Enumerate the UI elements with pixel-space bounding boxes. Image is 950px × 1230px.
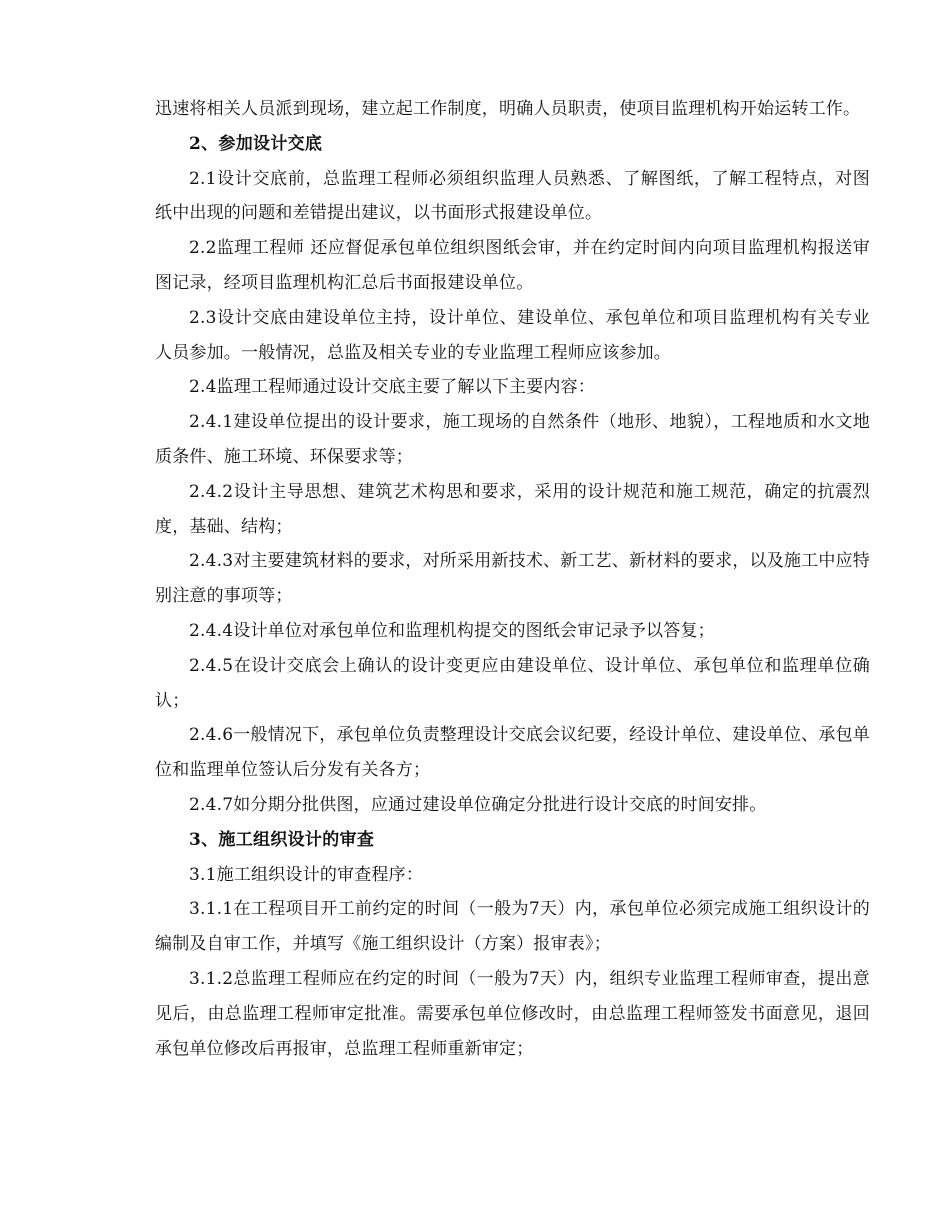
paragraph-continuation: 迅速将相关人员派到现场，建立起工作制度，明确人员职责，使项目监理机构开始运转工作。 [155, 99, 861, 119]
paragraph-2-4-1: 2.4.1建设单位提出的设计要求，施工现场的自然条件（地形、地貌），工程地质和水文地质条件、施工环境、环保要求等； [155, 412, 870, 467]
paragraph-2-3: 2.3设计交底由建设单位主持，设计单位、建设单位、承包单位和项目监理机构有关专业人员参加。一般情况，总监及相关专业的专业监理工程师应该参加。 [155, 307, 870, 363]
paragraph-2-4-2: 2.4.2设计主导思想、建筑艺术构思和要求，采用的设计规范和施工规范，确定的抗震烈度，基础、结构； [155, 481, 870, 537]
paragraph-2-2: 2.2监理工程师 还应督促承包单位组织图纸会审，并在约定时间内向项目监理机构报送审图记录，经项目监理机构汇总后书面报建设单位。 [155, 238, 870, 293]
section-heading-3: 3、施工组织设计的审查 [189, 829, 375, 850]
paragraph-2-4-5: 2.4.5在设计交底会上确认的设计变更应由建设单位、设计单位、承包单位和监理单位确认； [155, 655, 870, 711]
section-heading-2: 2、参加设计交底 [189, 133, 323, 154]
paragraph-2-4-7: 2.4.7如分期分批供图，应通过建设单位确定分批进行设计交底的时间安排。 [189, 794, 767, 815]
paragraph-2-1: 2.1设计交底前，总监理工程师必须组织监理人员熟悉、了解图纸，了解工程特点，对图纸中出现的问题和差错提出建议，以书面形式报建设单位。 [155, 168, 870, 224]
paragraph-2-4: 2.4监理工程师通过设计交底主要了解以下主要内容： [189, 377, 596, 398]
paragraph-2-4-3: 2.4.3对主要建筑材料的要求，对所采用新技术、新工艺、新材料的要求，以及施工中应特别注意的事项等； [155, 551, 870, 607]
paragraph-2-4-6: 2.4.6一般情况下，承包单位负责整理设计交底会议纪要，经设计单位、建设单位、承包单位和监理单位签认后分发有关各方； [155, 725, 870, 781]
paragraph-3-1: 3.1施工组织设计的审查程序： [189, 864, 424, 885]
paragraph-2-4-4: 2.4.4设计单位对承包单位和监理机构提交的图纸会审记录予以答复； [189, 620, 715, 641]
paragraph-3-1-2: 3.1.2总监理工程师应在约定的时间（一般为7天）内，组织专业监理工程师审查，提出意见后，由总监理工程师审定批准。需要承包单位修改时，由总监理工程师签发书面意见，退回承包单位修改后再报审，总监理工程师重新审定； [155, 968, 870, 1059]
document-body [155, 92, 870, 1066]
paragraph-3-1-1: 3.1.1在工程项目开工前约定的时间（一般为7天）内，承包单位必须完成施工组织设计的编制及自审工作，并填写《施工组织设计（方案）报审表》； [155, 899, 870, 955]
